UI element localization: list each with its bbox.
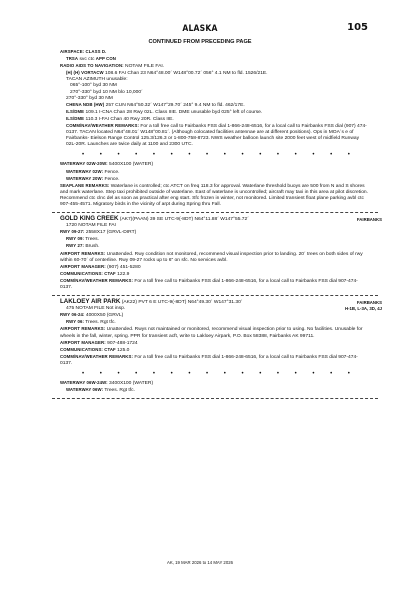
waterway-line: WATERWAY 02W-20W: 5400X100 (WATER) <box>60 161 154 168</box>
airport-info: (AK7)(PAAN) 39 SE UTC-9(-8DT) N64°11.88´ W147°55.72´ <box>118 217 249 223</box>
runway-line: RWY 06-24: 4000X50 (GRVL) <box>60 312 124 319</box>
elevation-notam-line: 1720 NOTAM FILE FAI <box>66 223 116 229</box>
airport-name: LAKLOEY AIR PARK <box>60 298 121 306</box>
ils-dme-110-line: ILS/DME 110.3 I-FAI Chan 40 Rwy 20R. Class IIE. <box>66 115 174 122</box>
communications-line: COMMUNICATIONS: CTAF 125.0 <box>60 346 130 353</box>
effective-dates-footer: AK, 19 MAR 2026 to 14 MAY 2026 <box>166 560 233 565</box>
runway-09-line: RWY 09: Trees. <box>66 236 99 243</box>
page-content <box>60 49 382 401</box>
elevation-notam-line: 475 NOTAM FILE Not insp. <box>66 306 126 312</box>
page-number: 105 <box>347 22 368 33</box>
trsa-line: TRSA svc ctc APP CON <box>66 56 116 63</box>
section-divider <box>52 398 378 399</box>
ils-dme-109-line: ILS/DME 109.1 I-CNA Chan 28 Rwy 02L. Class IIIE. DME unusable byd 025° left of course. <box>66 108 263 115</box>
section-divider <box>52 212 378 213</box>
azimuth-restriction-2: 270°-330° byd 10 NM blo 10,000´ <box>70 89 143 95</box>
airport-manager-line: AIRPORT MANAGER: 907-488-1724 <box>60 339 138 346</box>
seaplane-remarks: SEAPLANE REMARKS: Waterlane is controlled; ctc ATCT on freq 118.3 for approval. Waterlane threshold buoys are 500 from N and S shores and mark waterlane. Step taxi prohibited outside of waterlane. East of waterlane is uncontrolled; aircraft may taxi in this area at pilot discretion. Recommend ctc clnc del as soon as practical after eng start. Sfc frozen in winter, not monitored. Limited transient float plane parking avbl ctc 907-455-4571. Migratory birds in the vicinity of arpt during Spring thru Fall. <box>60 182 368 207</box>
chart-reference: H-1B, L-3A, 3D, 4J <box>344 305 382 311</box>
waterway-20w-line: WATERWAY 20W: Fence. <box>66 175 120 182</box>
airspace-line: AIRSPACE: CLASS D. <box>60 49 107 54</box>
waterway-06w-line: WATERWAY 06W: Trees. Rgt tfc. <box>66 387 135 394</box>
section-divider <box>52 295 378 296</box>
airport-remarks: AIRPORT REMARKS: Unattended. Rwys not maintained or monitored, recommend visual inspection prior to using. No facilities. Unusable for wheels in the fall, winter, spring. PPR for transient acft, write to Lakloey Airpark, P.O. Box 58388, Fairbanks AK 99711. <box>60 326 363 339</box>
runway-line: RWY 09-27: 2558X17 (GRVL-DIRT) <box>60 229 137 236</box>
comm-nav-weather-remarks: COMM/NAV/WEATHER REMARKS: For a toll free call to Fairbanks FSS dial 1-866-248-6516, for a local call to Fairbanks FSS dial 907-474-0137. <box>60 277 358 290</box>
waterway-02w-line: WATERWAY 02W: Fence. <box>66 168 120 175</box>
airport-manager-line: AIRPORT MANAGER: (907) 451-5280 <box>60 263 141 270</box>
communications-line: COMMUNICATIONS: CTAF 122.9 <box>60 270 130 277</box>
dot-separator: • • • • • • • • • • • • • • • • <box>82 371 350 378</box>
comm-nav-weather-remarks: COMM/NAV/WEATHER REMARKS: For a toll free call to Fairbanks FSS dial 1-866-248-6516, for a local call to Fairbanks FSS dial (907) 474-0137. TACAN located N64°48.01´ W148°00.81´. (Although colocated facilities antennae are at different positions). Ops in MOA´s e of Fairbanks- Eielson Range Control 125.3/126.3 or 1-800-758-8723. NWS weather balloon launch site 2000 feet west of midfield Runway 02L-20R. Launches are twice daily at 1100 and 2300 UTC. <box>66 123 367 148</box>
comm-nav-weather-remarks: COMM/NAV/WEATHER REMARKS: For a toll free call to Fairbanks FSS dial 1-866-248-6516, for a local call to Fairbanks FSS dial 907-474-0137. <box>60 353 358 366</box>
region-label: FAIRBANKS H-1B, L-3A, 3D, 4J <box>344 300 382 311</box>
azimuth-restriction-3: 270°-330° byd 30 NM <box>66 95 113 101</box>
waterway-line: WATERWAY 06W-24W: 3400X100 (WATER) <box>60 380 154 387</box>
airport-remarks: AIRPORT REMARKS: Unattended. Rwy condition not monitored, recommend visual inspection prior to landing. 20´ trees on both sides of rwy within 60-70´ of centerline. Rwy 09-27 rocks up to 6" on sfc. No services avbl. <box>60 250 363 263</box>
tacan-azimuth-line: TACAN AZIMUTH unusable: <box>66 77 128 83</box>
chena-ndb-line: CHENA NDB (HW) 257 CUN N64°50.32´ W147°29.70´ 245° 9.4 NM to fld. 462/17E. <box>66 101 245 108</box>
runway-27-line: RWY 27: Brush. <box>66 243 100 250</box>
page-title: ALASKA <box>182 24 218 34</box>
azimuth-restriction-1: 065°-100° byd 30 NM <box>70 83 117 89</box>
airport-info: (AK22) PVT 6 E UTC-9(-8DT) N64°49.30´ W147°31.30´ <box>120 300 243 306</box>
runway-06-line: RWY 06: Trees. Rgt tfc. <box>66 319 116 326</box>
dot-separator: • • • • • • • • • • • • • • • • <box>82 152 350 159</box>
gold-king-creek-header <box>60 215 382 223</box>
vortac-line: (H) (H) VORTACW 108.6 FAI Chan 23 N64°48.00´ W148°00.72´ 056° 4.1 NM to fld. 1526/21E. <box>66 70 268 77</box>
region-label: FAIRBANKS <box>356 217 382 223</box>
airport-name: GOLD KING CREEK <box>60 215 119 223</box>
radio-aids-line: RADIO AIDS TO NAVIGATION: NOTAM FILE FAI. <box>60 63 165 70</box>
continued-heading: CONTINUED FROM PRECEDING PAGE <box>148 39 252 45</box>
